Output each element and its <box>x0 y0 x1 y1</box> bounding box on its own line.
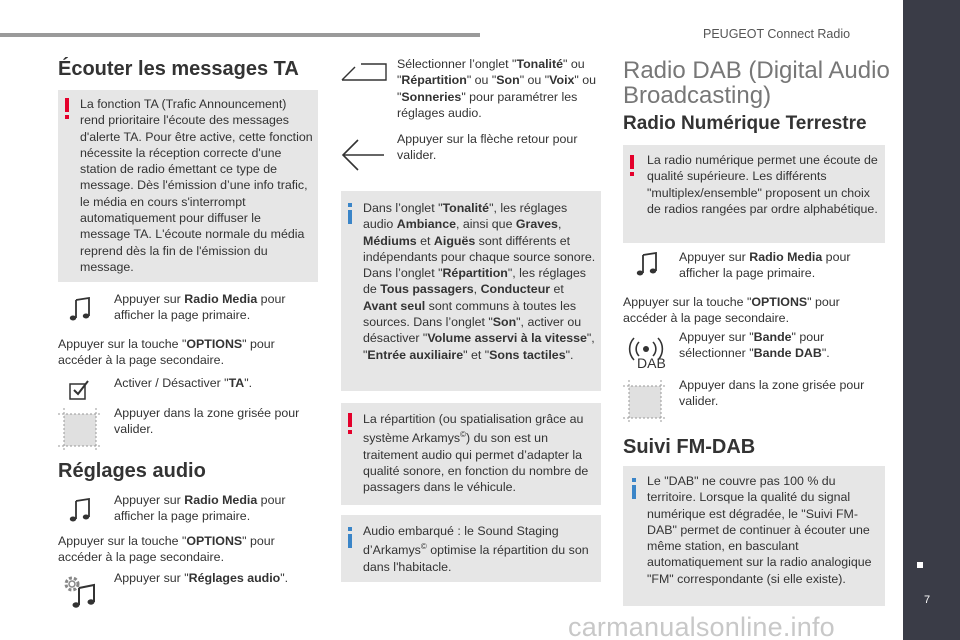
grey-zone-icon <box>623 380 667 424</box>
arkamys-warning-note <box>341 403 601 505</box>
audio-section-title: Réglages audio <box>58 460 206 482</box>
watermark: carmanualsonline.info <box>568 612 835 640</box>
fm-dab-info-text: Le "DAB" ne couvre pas 100 % du territoire. Lorsque la qualité du signal numérique est dégradée, le "Suivi FM-DAB" permet de continuer à écouter une même station, en basculant automatiquement sur la radio analogique "FM" correspondante (si elle existe). <box>647 474 872 586</box>
sound-staging-info-note <box>341 515 601 582</box>
dab-step-radio-media: Appuyer sur Radio Media pour afficher la page primaire. <box>679 250 851 281</box>
square-bullet-icon <box>917 562 923 568</box>
side-strip <box>903 0 960 640</box>
music-note-icon <box>635 252 661 278</box>
audio-options-paragraph: Appuyer sur la touche "OPTIONS" pour accéder à la page secondaire. <box>58 534 275 565</box>
rnt-section-title: Radio Numérique Terrestre <box>623 113 867 134</box>
ta-step-validate: Appuyer dans la zone grisée pour valider. <box>114 406 300 437</box>
ta-step-radio-media: Appuyer sur Radio Media pour afficher la page primaire. <box>114 292 286 323</box>
grey-zone-icon <box>58 408 102 452</box>
ta-warning-note <box>58 90 318 282</box>
digital-radio-warning-note <box>623 145 885 243</box>
tab-select-icon <box>341 62 387 82</box>
audio-step-radio-media: Appuyer sur Radio Media pour afficher la page primaire. <box>114 493 286 524</box>
audio-step-select-tab: Sélectionner l’onglet "Tonalité" ou "Répartition" ou "Son" ou "Voix" ou "Sonneries" pour paramétrer les réglages audio. <box>397 57 597 120</box>
digital-radio-warning-text: La radio numérique permet une écoute de qualité supérieure. Les différents "multiplex/ensemble" proposent un choix de radios rangées par ordre alphabétique. <box>647 153 878 216</box>
dab-step-band: Appuyer sur "Bande" pour sélectionner "Bande DAB". <box>679 330 830 361</box>
brand-label: PEUGEOT Connect Radio <box>703 27 851 41</box>
dab-section-title: Radio DAB (Digital Audio Broadcasting) <box>623 57 890 109</box>
arkamys-warning-text: La répartition (ou spatialisation grâce au système Arkamys©) du son est un traitement audio qui permet d’adapter la qualité sonore, en fonction du nombre de passagers dans le véhicule. <box>363 412 589 495</box>
checkbox-check-icon <box>68 378 92 402</box>
sound-staging-text: Audio embarqué : le Sound Staging d’Arkamys© optimise la répartition du son dans l'habitacle. <box>363 524 589 574</box>
dab-step-validate: Appuyer dans la zone grisée pour valider. <box>679 378 865 409</box>
dab-options-paragraph: Appuyer sur la touche "OPTIONS" pour accéder à la page secondaire. <box>623 295 840 326</box>
ta-warning-text: La fonction TA (Trafic Announcement) rend prioritaire l'écoute des messages d'alerte TA. Pour être active, cette fonction nécessite la réception correcte d'une station de radio émettant ce type de message. Dès l'émission d’une info trafic, le média en cours s'interrompt automatiquement pour diffuser le message TA. L'écoute normale du média reprend dès la fin de l'émission du message. <box>80 97 313 274</box>
audio-step-back: Appuyer sur la flèche retour pour valider. <box>397 132 578 163</box>
audio-step-settings: Appuyer sur "Réglages audio". <box>114 571 289 585</box>
ta-options-paragraph: Appuyer sur la touche "OPTIONS" pour accéder à la page secondaire. <box>58 337 275 368</box>
settings-music-icon <box>60 572 100 612</box>
page-number: 7 <box>924 594 931 606</box>
fm-dab-info-note <box>623 466 885 606</box>
ta-step-toggle: Activer / Désactiver "TA". <box>114 376 253 390</box>
back-arrow-icon <box>340 138 386 172</box>
audio-info-note <box>341 191 601 391</box>
header-rule <box>0 33 480 37</box>
ta-section-title: Écouter les messages TA <box>58 58 299 80</box>
audio-info-text: Dans l’onglet "Tonalité", les réglages audio Ambiance, ainsi que Graves, Médiums et Aiguës sont différents et indépendants pour chaque source sonore. Dans l’onglet "Répartition", les réglages de Tous passagers, Conducteur et Avant seul sont communs à toutes les sources. Dans l’onglet "Son", activer ou désactiver "Volume asservi à la vitesse", "Entrée auxiliaire" et "Sons tactiles". <box>363 201 596 362</box>
music-note-icon <box>68 297 94 323</box>
music-note-icon <box>68 498 94 524</box>
dab-broadcast-icon: DAB <box>623 335 669 375</box>
fm-dab-section-title: Suivi FM-DAB <box>623 436 756 458</box>
